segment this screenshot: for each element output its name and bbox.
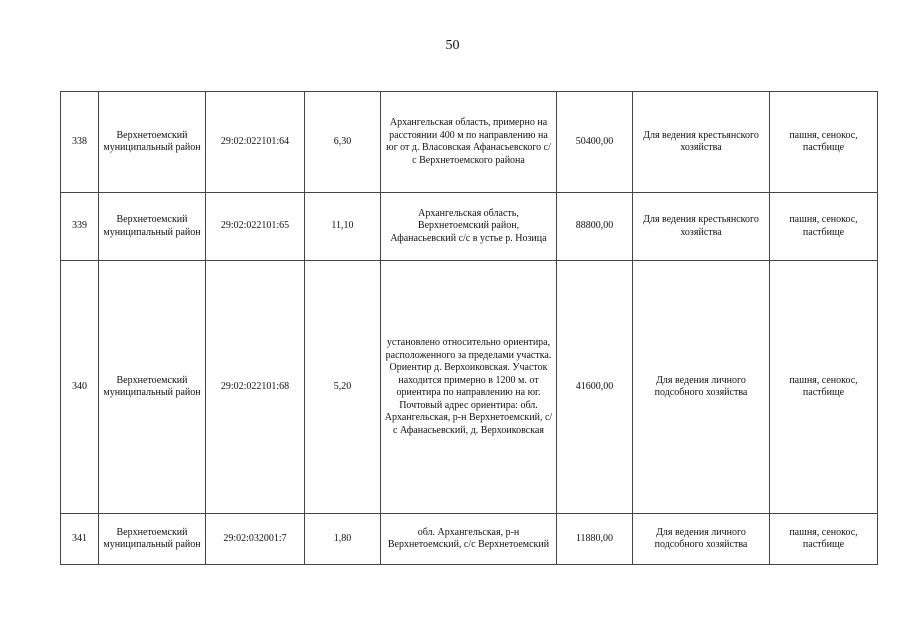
permitted-use-cell: Для ведения крестьянского хозяйства — [633, 193, 770, 261]
price-cell: 88800,00 — [557, 193, 633, 261]
land-type-cell: пашня, сенокос, пастбище — [770, 261, 878, 514]
permitted-use-cell: Для ведения личного подсобного хозяйства — [633, 514, 770, 565]
municipality-cell: Верхнетоемский муниципальный район — [99, 261, 206, 514]
cadastral-number-cell: 29:02:032001:7 — [206, 514, 305, 565]
land-type-cell: пашня, сенокос, пастбище — [770, 92, 878, 193]
table-row — [61, 92, 878, 193]
area-cell: 1,80 — [305, 514, 381, 565]
land-type-cell: пашня, сенокос, пастбище — [770, 514, 878, 565]
table-row — [61, 193, 878, 261]
cadastral-number-cell: 29:02:022101:65 — [206, 193, 305, 261]
table-row — [61, 514, 878, 565]
municipality-cell: Верхнетоемский муниципальный район — [99, 193, 206, 261]
row-number-cell: 341 — [61, 514, 99, 565]
table-row — [61, 261, 878, 514]
land-type-cell: пашня, сенокос, пастбище — [770, 193, 878, 261]
municipality-cell: Верхнетоемский муниципальный район — [99, 514, 206, 565]
price-cell: 41600,00 — [557, 261, 633, 514]
cadastral-number-cell: 29:02:022101:64 — [206, 92, 305, 193]
price-cell: 11880,00 — [557, 514, 633, 565]
area-cell: 5,20 — [305, 261, 381, 514]
location-cell: Архангельская область, Верхнетоемский район, Афанасьевский с/с в устье р. Нозица — [381, 193, 557, 261]
row-number-cell: 338 — [61, 92, 99, 193]
permitted-use-cell: Для ведения личного подсобного хозяйства — [633, 261, 770, 514]
cadastral-number-cell: 29:02:022101:68 — [206, 261, 305, 514]
row-number-cell: 339 — [61, 193, 99, 261]
location-cell: Архангельская область, примерно на расстоянии 400 м по направлению на юг от д. Власовская Афанасьевского с/с Верхнетоемского района — [381, 92, 557, 193]
page-number: 50 — [445, 38, 460, 53]
location-cell: обл. Архангельская, р-н Верхнетоемский, с/с Верхнетоемский — [381, 514, 557, 565]
area-cell: 6,30 — [305, 92, 381, 193]
area-cell: 11,10 — [305, 193, 381, 261]
row-number-cell: 340 — [61, 261, 99, 514]
price-cell: 50400,00 — [557, 92, 633, 193]
permitted-use-cell: Для ведения крестьянского хозяйства — [633, 92, 770, 193]
land-plots-table — [60, 91, 878, 565]
location-cell: установлено относительно ориентира, расположенного за пределами участка. Ориентир д. Верхоиковская. Участок находится примерно в 1200 м. от ориентира по направлению на юг. Почтовый адрес ориентира: обл. Архангельская, р-н Верхнетоемский, с/с Афанасьевский, д. Верхоиковская — [381, 261, 557, 514]
municipality-cell: Верхнетоемский муниципальный район — [99, 92, 206, 193]
